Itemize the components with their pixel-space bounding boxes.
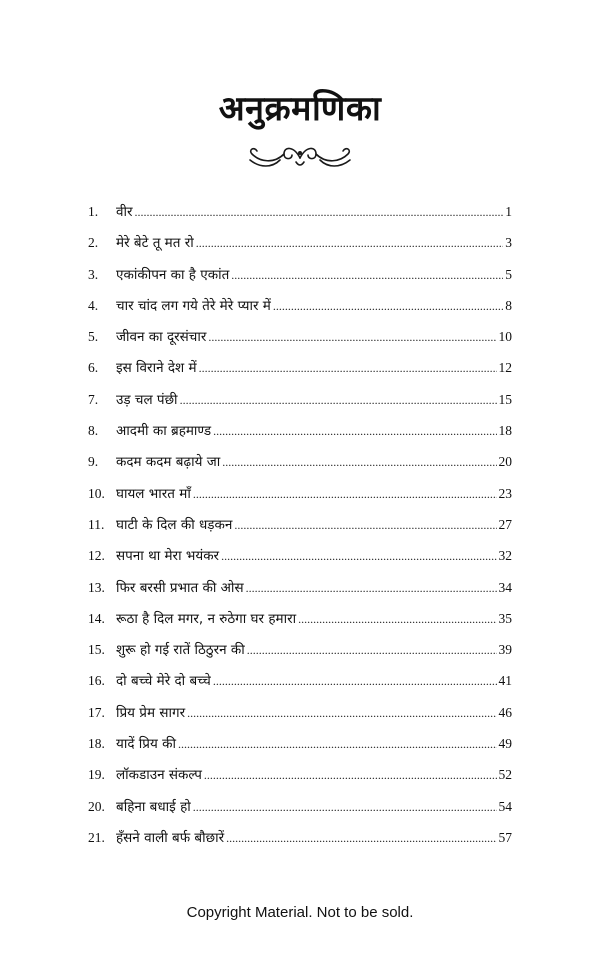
toc-entry <box>88 759 512 790</box>
entry-page-number: 52 <box>498 767 512 783</box>
entry-number: 2. <box>88 235 99 251</box>
entry-title: उड़ चल पंछी <box>116 391 178 408</box>
toc-entry <box>88 791 512 822</box>
entry-page-number: 39 <box>498 642 512 658</box>
entry-page-number: 8 <box>505 297 512 313</box>
entry-page-number: 1 <box>505 204 512 219</box>
toc-entry <box>88 196 512 227</box>
entry-title: लॉकडाउन संकल्प <box>116 767 202 784</box>
dot-leader <box>199 353 497 384</box>
entry-title: यादें प्रिय की <box>116 736 176 753</box>
dot-leader <box>221 541 496 572</box>
entry-page-number: 15 <box>498 391 512 407</box>
entry-title: हँसने वाली बर्फ बौछारें <box>116 829 225 846</box>
entry-number: 17. <box>88 704 105 720</box>
entry-page-number: 23 <box>498 485 512 501</box>
entry-number: 6. <box>88 360 99 376</box>
entry-number: 18. <box>88 736 105 752</box>
entry-page-number: 10 <box>498 329 512 345</box>
entry-page-number: 49 <box>498 736 512 752</box>
dot-leader <box>135 197 504 228</box>
entry-title: घाटी के दिल की धड़कन <box>116 516 233 533</box>
toc-entry <box>88 509 512 540</box>
entry-title: फिर बरसी प्रभात की ओस <box>116 579 244 596</box>
dot-leader <box>193 479 497 510</box>
toc-entry <box>88 290 512 321</box>
entry-title: इस विराने देश में <box>116 360 197 377</box>
entry-number: 9. <box>88 454 99 470</box>
table-of-contents <box>88 196 512 853</box>
dot-leader <box>208 322 496 353</box>
dot-leader <box>226 823 496 854</box>
entry-number: 16. <box>88 673 105 689</box>
entry-number: 12. <box>88 548 105 564</box>
entry-title: दो बच्चे मेरे दो बच्चे <box>116 673 211 690</box>
entry-number: 13. <box>88 579 105 595</box>
toc-entry <box>88 415 512 446</box>
dot-leader <box>222 447 496 478</box>
toc-entry <box>88 321 512 352</box>
entry-title: शुरू हो गई रातें ठिठुरन की <box>116 642 245 659</box>
entry-number: 1. <box>88 204 99 219</box>
entry-page-number: 32 <box>498 548 512 564</box>
dot-leader <box>180 385 497 416</box>
entry-title: कदम कदम बढ़ाये जा <box>116 454 221 471</box>
toc-entry <box>88 259 512 290</box>
toc-entry <box>88 665 512 696</box>
entry-number: 8. <box>88 423 99 439</box>
entry-title: मेरे बेटे तू मत रो <box>116 235 194 252</box>
toc-entry <box>88 603 512 634</box>
toc-entry <box>88 352 512 383</box>
dot-leader <box>246 573 497 604</box>
entry-number: 21. <box>88 829 105 845</box>
entry-page-number: 20 <box>498 454 512 470</box>
entry-title: सपना था मेरा भयंकर <box>116 548 220 565</box>
toc-entry <box>88 478 512 509</box>
toc-entry <box>88 728 512 759</box>
entry-title: प्रिय प्रेम सागर <box>116 704 186 721</box>
toc-entry <box>88 540 512 571</box>
entry-page-number: 18 <box>498 423 512 439</box>
entry-title: एकांकीपन का है एकांत <box>116 266 230 283</box>
dot-leader <box>213 416 496 447</box>
dot-leader <box>273 291 503 322</box>
entry-page-number: 34 <box>498 579 512 595</box>
entry-page-number: 3 <box>505 235 512 251</box>
entry-title: रूठा है दिल मगर, न रुठेगा घर हमारा <box>116 610 297 627</box>
entry-number: 10. <box>88 485 105 501</box>
entry-number: 14. <box>88 610 105 626</box>
dot-leader <box>247 635 497 666</box>
toc-entry <box>88 697 512 728</box>
entry-number: 15. <box>88 642 105 658</box>
toc-entry <box>88 384 512 415</box>
entry-page-number: 27 <box>498 516 512 532</box>
entry-page-number: 57 <box>498 829 512 845</box>
dot-leader <box>178 729 497 760</box>
entry-page-number: 5 <box>505 266 512 282</box>
flourish-icon <box>244 140 356 172</box>
toc-entry <box>88 634 512 665</box>
entry-title: बहिना बधाई हो <box>116 798 191 815</box>
toc-entry <box>88 572 512 603</box>
entry-number: 11. <box>88 516 105 532</box>
toc-entry <box>88 446 512 477</box>
dot-leader <box>187 698 496 729</box>
entry-title: जीवन का दूरसंचार <box>116 329 207 346</box>
entry-number: 7. <box>88 391 99 407</box>
copyright-notice: Copyright Material. Not to be sold. <box>186 904 414 921</box>
entry-page-number: 54 <box>498 798 512 814</box>
entry-page-number: 41 <box>498 673 512 689</box>
entry-page-number: 35 <box>498 610 512 626</box>
dot-leader <box>204 760 497 791</box>
entry-number: 19. <box>88 767 105 783</box>
entry-page-number: 12 <box>498 360 512 376</box>
entry-number: 4. <box>88 297 99 313</box>
entry-title: आदमी का ब्रहमाण्ड <box>116 423 212 440</box>
dot-leader <box>298 604 496 635</box>
dot-leader <box>213 666 497 697</box>
page-title: अनुक्रमणिका <box>218 89 382 129</box>
dot-leader <box>193 792 497 823</box>
entry-number: 3. <box>88 266 99 282</box>
dot-leader <box>234 510 496 541</box>
dot-leader <box>231 260 503 291</box>
entry-number: 20. <box>88 798 105 814</box>
entry-page-number: 46 <box>498 704 512 720</box>
entry-title: वीर <box>116 204 133 220</box>
entry-title: चार चांद लग गये तेरे मेरे प्यार में <box>116 297 271 314</box>
toc-entry <box>88 227 512 258</box>
entry-title: घायल भारत माँ <box>116 485 191 502</box>
entry-number: 5. <box>88 329 99 345</box>
toc-entry <box>88 822 512 853</box>
dot-leader <box>196 228 503 259</box>
